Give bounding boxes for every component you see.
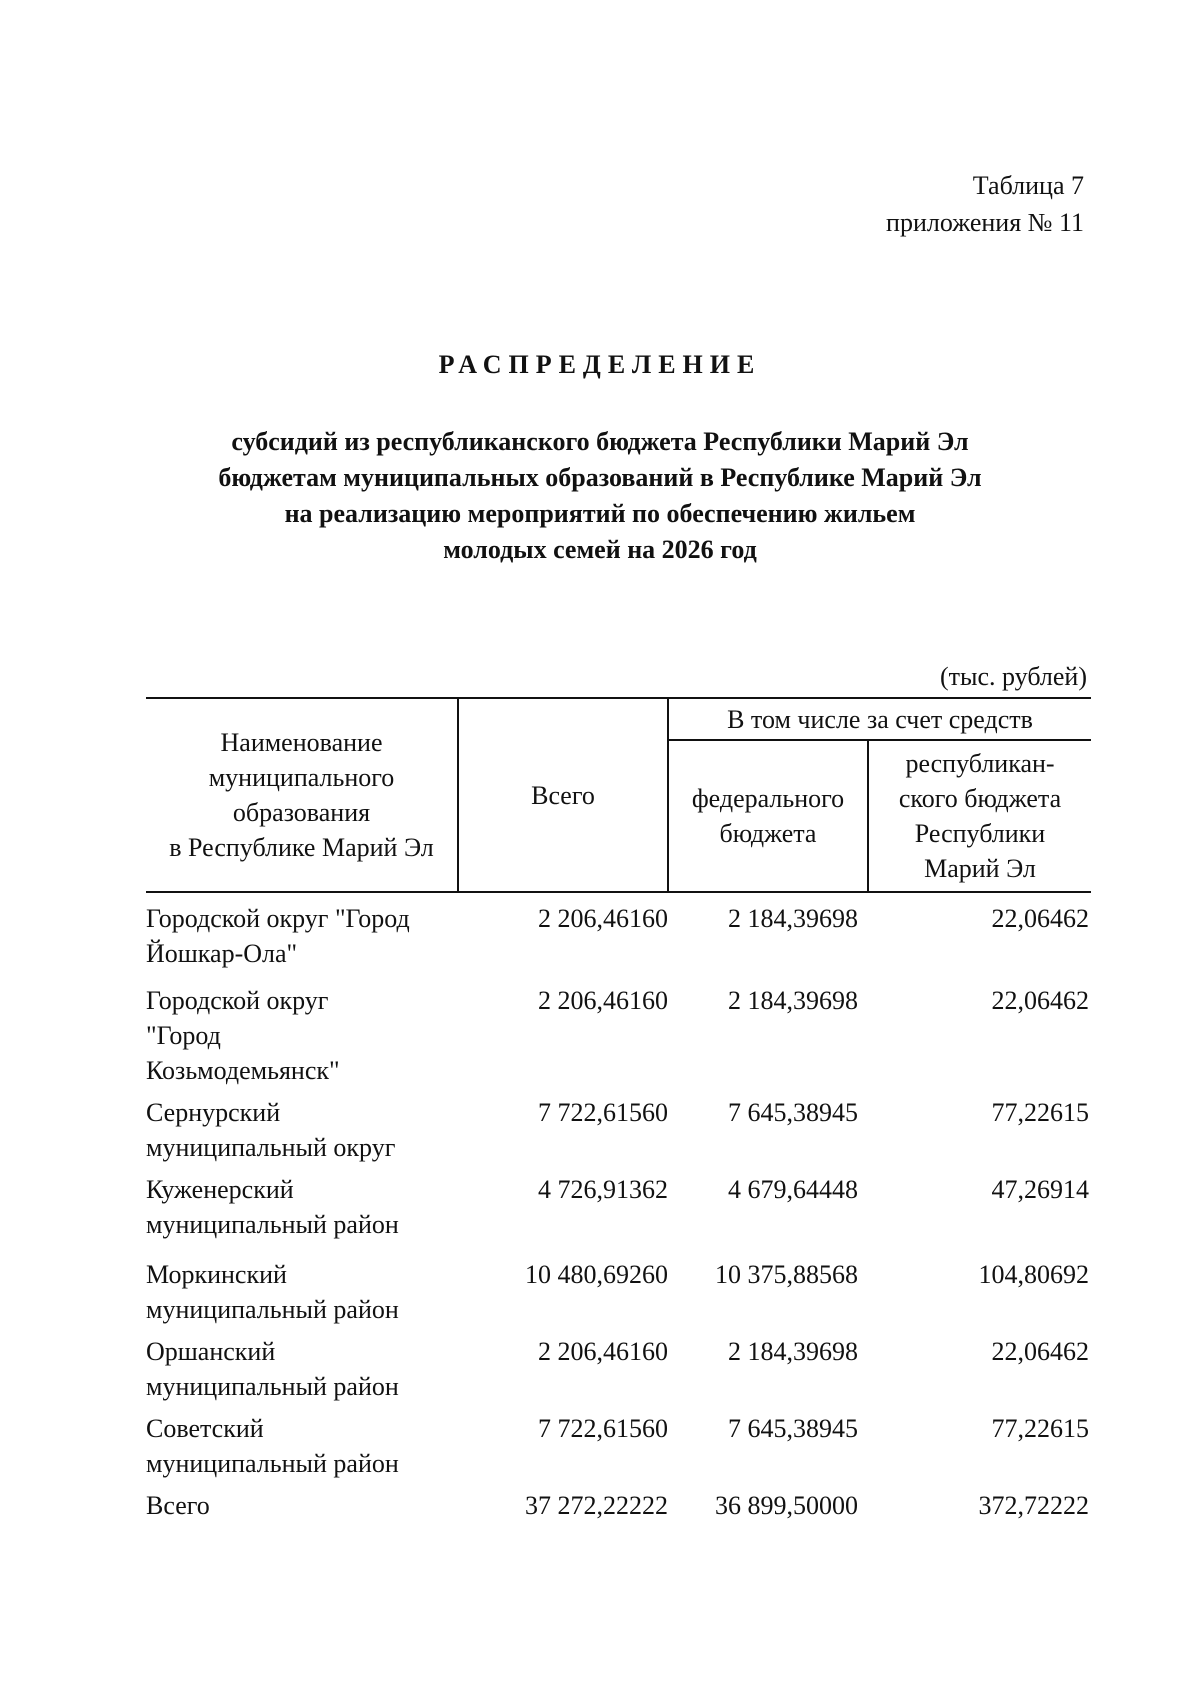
header-name-line: муниципального [208, 763, 395, 792]
table-row [146, 892, 1091, 983]
subtitle-line: бюджетам муниципальных образований в Республике Марий Эл [218, 463, 982, 492]
municipality-name [146, 1411, 458, 1488]
municipality-name [146, 1334, 458, 1411]
table-row [146, 1172, 1091, 1257]
name-line: Сернурский [146, 1098, 281, 1127]
header-federal-line: бюджета [719, 819, 817, 848]
municipality-name [146, 983, 458, 1095]
republic-value: 77,22615 [991, 1414, 1090, 1443]
table-row-total [146, 1488, 1091, 1530]
appendix-table-number: Таблица 7 [972, 171, 1084, 200]
republic-value: 22,06462 [991, 1337, 1090, 1366]
header-federal-line: федерального [691, 784, 845, 813]
subtitle-line: молодых семей на 2026 год [443, 535, 757, 564]
federal-value: 2 184,39698 [728, 904, 858, 933]
federal-value: 2 184,39698 [728, 1337, 858, 1366]
subtitle-line: субсидий из республиканского бюджета Республики Марий Эл [231, 427, 969, 456]
header-funding-group: В том числе за счет средств [668, 698, 1091, 740]
municipality-name [146, 1488, 458, 1530]
name-line: муниципальный район [146, 1210, 399, 1239]
table-row [146, 1334, 1091, 1411]
header-republic-line: Марий Эл [924, 854, 1036, 883]
distribution-table [146, 697, 1091, 1530]
document-subtitle [100, 424, 1100, 568]
total-value: 4 726,91362 [538, 1175, 668, 1204]
federal-value: 10 375,88568 [715, 1260, 858, 1289]
federal-value: 7 645,38945 [728, 1098, 858, 1127]
document-title: РАСПРЕДЕЛЕНИЕ [438, 350, 762, 379]
name-line: муниципальный район [146, 1372, 399, 1401]
header-republic-line: ского бюджета [898, 784, 1062, 813]
republic-value: 372,72222 [978, 1491, 1090, 1520]
federal-value: 2 184,39698 [728, 986, 858, 1015]
name-line: Козьмодемьянск" [146, 1056, 340, 1085]
table-row [146, 1095, 1091, 1172]
municipality-name [146, 1257, 458, 1334]
federal-value: 4 679,64448 [728, 1175, 858, 1204]
total-value: 2 206,46160 [538, 986, 668, 1015]
republic-value: 77,22615 [991, 1098, 1090, 1127]
total-value: 2 206,46160 [538, 904, 668, 933]
republic-value: 22,06462 [991, 986, 1090, 1015]
name-line: Советский [146, 1414, 264, 1443]
name-line: Моркинский [146, 1260, 287, 1289]
name-line: муниципальный район [146, 1295, 399, 1324]
header-total: Всего [458, 698, 668, 892]
republic-value: 22,06462 [991, 904, 1090, 933]
header-name-line: Наименование [220, 728, 383, 757]
republic-value: 104,80692 [978, 1260, 1090, 1289]
name-line: "Город [146, 1021, 221, 1050]
republic-value: 47,26914 [991, 1175, 1090, 1204]
header-municipality [146, 698, 458, 892]
municipality-name [146, 1095, 458, 1172]
name-line: муниципальный район [146, 1449, 399, 1478]
total-value: 37 272,22222 [525, 1491, 668, 1520]
name-line: Городской округ [146, 986, 329, 1015]
header-name-line: образования [232, 798, 371, 827]
total-value: 7 722,61560 [538, 1414, 668, 1443]
name-line: муниципальный округ [146, 1133, 396, 1162]
appendix-annex-number: приложения № 11 [886, 208, 1084, 237]
header-federal-budget [668, 740, 868, 892]
federal-value: 7 645,38945 [728, 1414, 858, 1443]
name-line: Городской округ "Город [146, 904, 410, 933]
municipality-name [146, 892, 458, 983]
header-republic-line: республикан- [905, 749, 1055, 778]
total-value: 7 722,61560 [538, 1098, 668, 1127]
table-row [146, 1257, 1091, 1334]
units-label: (тыс. рублей) [939, 662, 1087, 691]
header-republic-line: Республики [914, 819, 1046, 848]
name-line: Йошкар-Ола" [146, 939, 298, 968]
subtitle-line: на реализацию мероприятий по обеспечению жильем [284, 499, 916, 528]
municipality-name [146, 1172, 458, 1257]
name-line: Куженерский [146, 1175, 294, 1204]
federal-value: 36 899,50000 [715, 1491, 858, 1520]
header-republic-budget [868, 740, 1091, 892]
total-value: 10 480,69260 [525, 1260, 668, 1289]
name-line: Всего [146, 1491, 210, 1520]
appendix-reference [886, 167, 1084, 241]
header-name-line: в Республике Марий Эл [169, 833, 434, 862]
table-row [146, 983, 1091, 1095]
name-line: Оршанский [146, 1337, 276, 1366]
table-row [146, 1411, 1091, 1488]
total-value: 2 206,46160 [538, 1337, 668, 1366]
